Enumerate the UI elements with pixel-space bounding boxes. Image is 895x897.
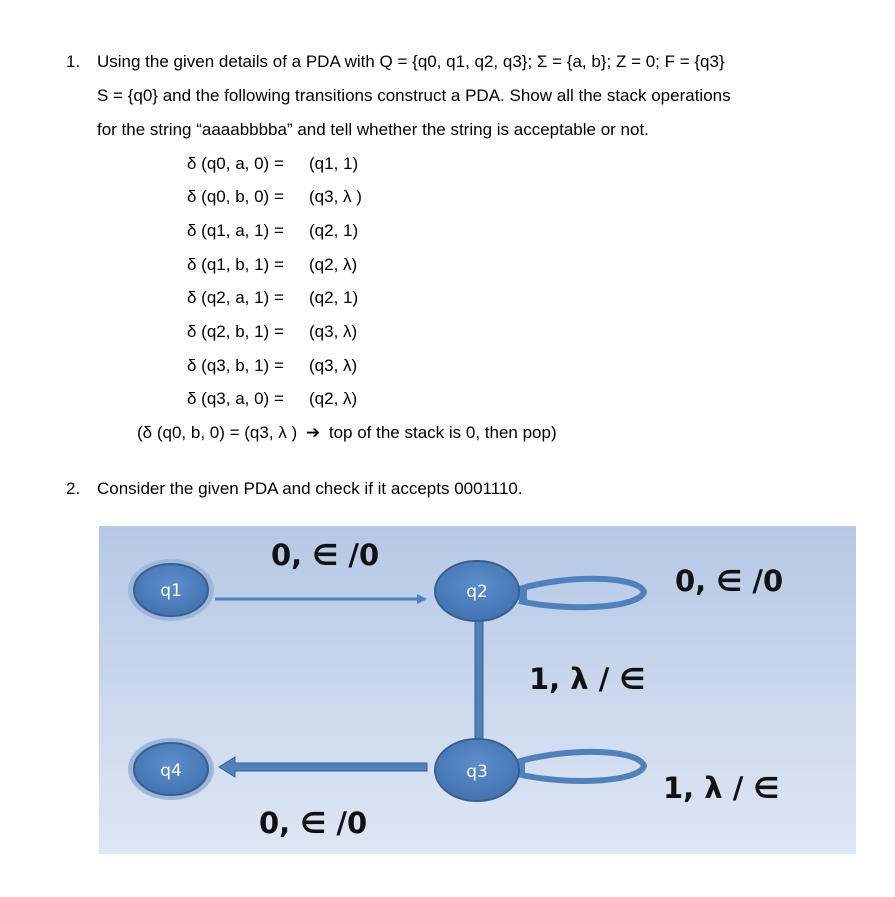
edge-label-q2-q3: 1, λ / ∈ — [529, 662, 646, 696]
note-suffix: top of the stack is 0, then pop) — [328, 423, 557, 442]
transition-rhs: (q3, λ) — [309, 322, 358, 341]
question-1-number: 1. — [66, 52, 81, 71]
edge-label-q2-loop: 0, ∈ /0 — [675, 564, 784, 598]
transition-rhs: (q3, λ ) — [309, 187, 362, 206]
transition-rhs: (q3, λ) — [309, 356, 358, 375]
question-2-text: Consider the given PDA and check if it accepts 0001110. — [97, 479, 523, 498]
state-q2 — [435, 561, 519, 621]
right-arrow-icon: ➔ — [305, 423, 321, 443]
edge-label-q3-loop: 1, λ / ∈ — [663, 771, 780, 805]
state-q1-label: q1 — [160, 581, 182, 601]
state-q2-label: q2 — [466, 582, 488, 602]
edge-label-q3-q4: 0, ∈ /0 — [259, 806, 368, 840]
transition-lhs: δ (q3, a, 0) = — [187, 389, 284, 408]
question-1-line-1: Using the given details of a PDA with Q = {q0, q1, q2, q3}; Σ = {a, b}; Z = 0; F = {q3} — [97, 52, 725, 71]
transition-lhs: δ (q0, a, 0) = — [187, 154, 284, 173]
transition-rhs: (q2, λ) — [309, 255, 358, 274]
transition-lhs: δ (q3, b, 1) = — [187, 356, 284, 375]
edge-q3-q4 — [219, 757, 427, 777]
question-2-number: 2. — [66, 479, 81, 498]
edge-label-q1-q2: 0, ∈ /0 — [271, 538, 380, 572]
transition-lhs: δ (q2, a, 1) = — [187, 288, 284, 307]
transition-rhs: (q2, 1) — [309, 288, 359, 307]
state-q4-label: q4 — [160, 761, 182, 781]
transition-lhs: δ (q2, b, 1) = — [187, 322, 284, 341]
edge-q2-q3 — [469, 620, 489, 754]
state-q3-label: q3 — [466, 762, 488, 782]
transition-rhs: (q1, 1) — [309, 154, 359, 173]
self-loop-q2 — [519, 579, 644, 607]
transition-lhs: δ (q0, b, 0) = — [187, 187, 284, 206]
pda-diagram — [99, 526, 856, 854]
transition-rhs: (q2, λ) — [309, 389, 358, 408]
state-q3 — [435, 739, 519, 801]
note-prefix: (δ (q0, b, 0) = (q3, λ ) — [137, 423, 298, 442]
state-q1 — [128, 559, 214, 621]
question-1-line-3: for the string “aaaabbbba” and tell whether the string is acceptable or not. — [97, 120, 649, 139]
transition-note — [137, 423, 557, 443]
transition-lhs: δ (q1, a, 1) = — [187, 221, 284, 240]
transition-rhs: (q2, 1) — [309, 221, 359, 240]
transition-lhs: δ (q1, b, 1) = — [187, 255, 284, 274]
state-q4 — [128, 738, 214, 800]
question-1-line-2: S = {q0} and the following transitions construct a PDA. Show all the stack operations — [97, 86, 731, 105]
self-loop-q3 — [517, 752, 644, 781]
